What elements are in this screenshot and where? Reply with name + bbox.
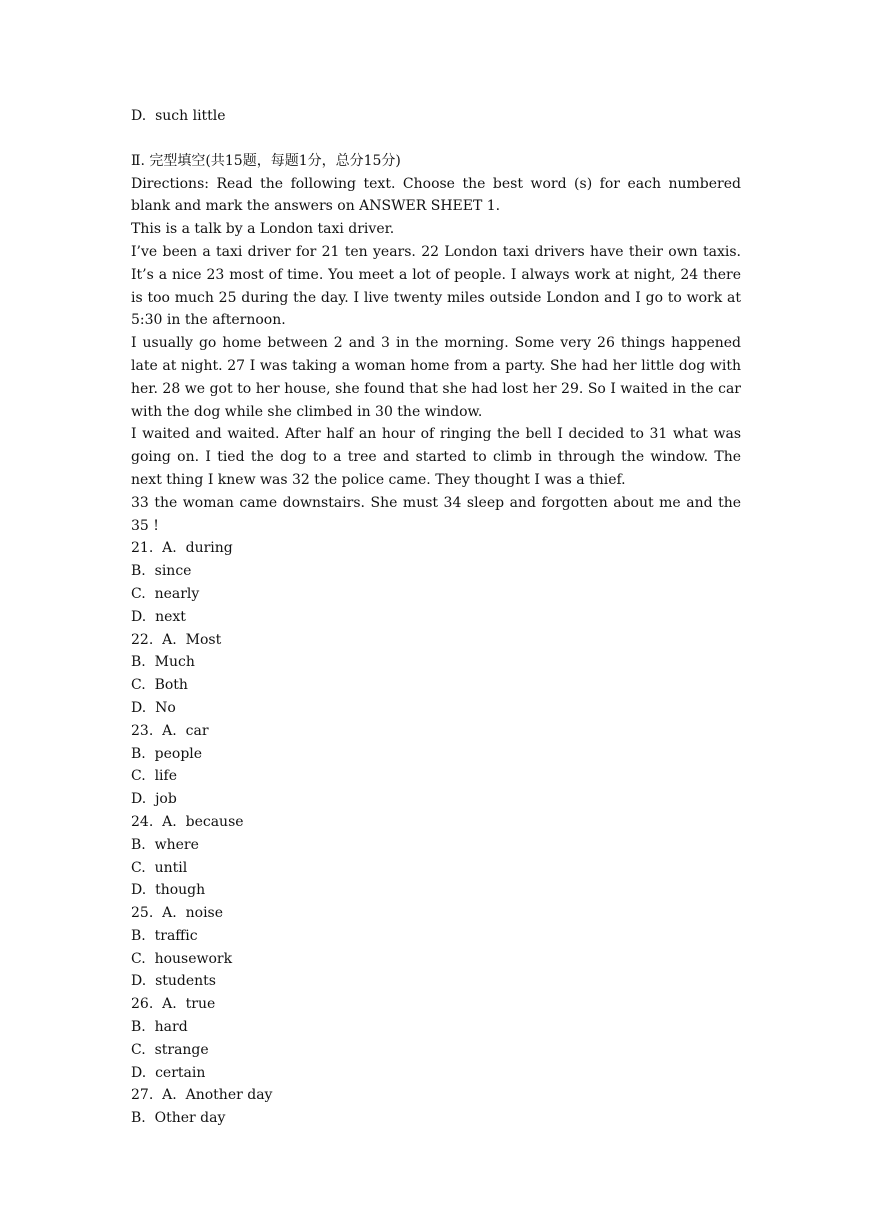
- option-line: D. certain: [131, 1064, 206, 1081]
- option-line: C. until: [131, 859, 188, 876]
- option-line: 22. A. Most: [131, 631, 222, 648]
- option-line: B. where: [131, 836, 199, 853]
- option-line: 25. A. noise: [131, 905, 224, 922]
- option-line: 24. A. because: [131, 813, 244, 830]
- option-line: 21. A. during: [131, 540, 233, 557]
- option-line: C. nearly: [131, 585, 200, 602]
- option-line: 26. A. true: [131, 996, 216, 1013]
- option-line: D. next: [131, 608, 186, 625]
- option-line: C. life: [131, 768, 177, 785]
- passage-paragraph-1: I’ve been a taxi driver for 21 ten years. 22 London taxi drivers have their own taxis. It’s a nice 23 most of time. You meet a lot of people. I always work at night, 24 there is too much 25 during the day. I live twenty miles outside London and I go to work at 5:30 in the afternoon.: [131, 243, 741, 329]
- option-line: C. housework: [131, 950, 233, 967]
- option-line: D. job: [131, 791, 177, 808]
- option-line: 23. A. car: [131, 722, 209, 739]
- passage-paragraph-3: I waited and waited. After half an hour of ringing the bell I decided to 31 what was going on. I tied the dog to a tree and started to climb in through the window. The next thing I knew was 32 the police came. They thought I was a thief.: [131, 426, 741, 488]
- answer-options: [131, 537, 741, 1130]
- option-line: D. students: [131, 973, 216, 990]
- passage-paragraph-2: I usually go home between 2 and 3 in the morning. Some very 26 things happened late at night. 27 I was taking a woman home from a party. She had her little dog with her. 28 we got to her house, she found that she had lost her 29. So I waited in the car with the dog while she climbed in 30 the window.: [131, 335, 741, 420]
- option-line: D. though: [131, 882, 206, 899]
- previous-option: D. such little: [131, 108, 226, 124]
- option-line: B. people: [131, 745, 203, 762]
- option-line: B. since: [131, 563, 192, 580]
- option-line: C. Both: [131, 677, 188, 694]
- directions: Directions: Read the following text. Choose the best word (s) for each numbered blank and mark the answers on ANSWER SHEET 1.: [131, 175, 741, 215]
- option-line: D. No: [131, 699, 176, 716]
- spacer: [131, 128, 741, 150]
- intro-line: This is a talk by a London taxi driver.: [131, 221, 395, 238]
- document-page: [131, 105, 741, 1130]
- option-line: 27. A. Another day: [131, 1087, 273, 1104]
- option-line: C. strange: [131, 1041, 209, 1058]
- passage-paragraph-4: 33 the woman came downstairs. She must 34 sleep and forgotten about me and the 35 !: [131, 494, 741, 534]
- section-title: Ⅱ. 完型填空(共15题，每题1分，总分15分): [131, 152, 401, 169]
- option-line: B. hard: [131, 1019, 188, 1036]
- option-line: B. traffic: [131, 927, 198, 944]
- option-line: B. Other day: [131, 1110, 226, 1127]
- option-line: B. Much: [131, 654, 195, 671]
